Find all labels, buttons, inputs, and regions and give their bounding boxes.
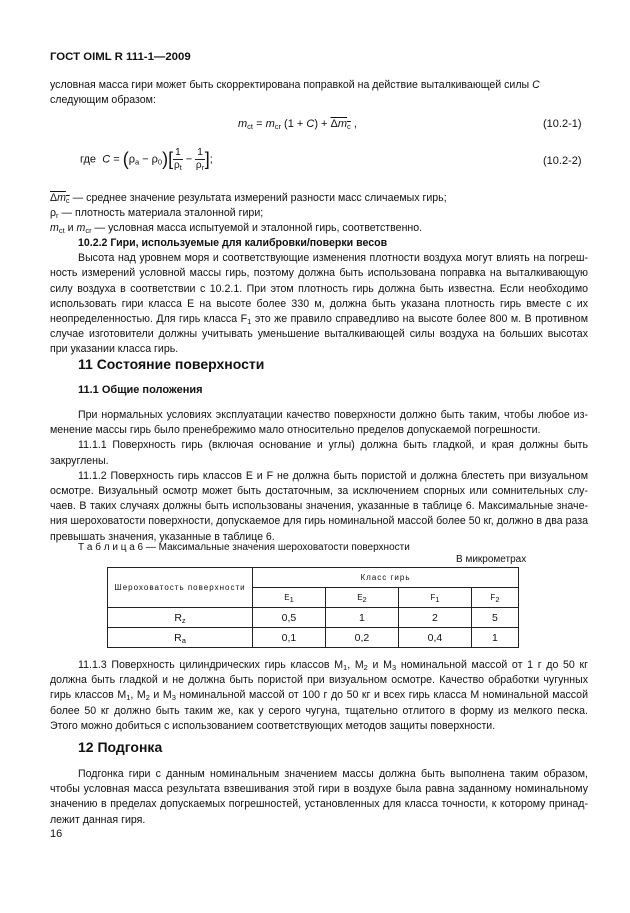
table-cell: 2: [398, 608, 471, 628]
table-cell: 1: [471, 628, 518, 648]
section-10-2-2-paragraph: Высота над уровнем моря и соответствующие изменения плотности воздуха могут влиять на погрешность измерений условной массы гирь, поэтому должна быть использована поправка на выталкивающую силу воздуха в соответствии с 10.2.1. При этом плотность гирь должна быть известна. Если необходимо использовать гири класса E на высоте более 330 м, должна быть указана плотность гирь вместе с их неопределенностью. Для гирь класса $F_1$ это же правило справедливо на высоте более 800 м. В противном случае изготовители должны учитывать уменьшение выталкивающей силы воздуха на больших высотах при указании класса гирь.: [50, 252, 588, 356]
class-cell: $E_1$: [253, 588, 326, 608]
section-12-heading: 12 Подгонка: [78, 739, 163, 755]
table-row: [108, 628, 519, 648]
section-11-1-heading: 11.1 Общие положения: [78, 384, 203, 396]
table-row: [108, 608, 519, 628]
paragraph-11-1-1: 11.1.1 Поверхность гирь (включая основание и углы) должна быть гладкой, и края должны быть закруглены.: [50, 439, 588, 467]
page-number: 16: [50, 828, 63, 840]
section-11-body: [50, 408, 588, 545]
class-cell: $F_1$: [398, 588, 471, 608]
section-10-2-2-heading: 10.2.2 Гири, используемые для калибровки/поверки весов: [78, 237, 388, 249]
class-cell: $F_2$: [471, 588, 518, 608]
table-cell: 0,1: [253, 628, 326, 648]
section-10-2-2: [50, 236, 588, 358]
equation-10-2-2: где $C = (\rho_a - \rho_0)$[ $\frac{1}{\rho_t}$ − $\frac{1}{\rho_r}$ ];: [80, 147, 213, 172]
table-header-class: Класс гирь: [253, 568, 519, 588]
table-header-roughness: Шероховатость поверхности: [108, 568, 253, 608]
definitions: [50, 191, 588, 237]
class-cell: $E_2$: [325, 588, 398, 608]
paragraph-12: Подгонка гири с данным номинальным значением массы должна быть выполнена таким образом, чтобы условная масса результата взвешивания этой гири в воздухе была равна заданному номинальному значению в пределах допускаемых погрешностей, установленных для класса точности, к которому принадлежит данная гиря.: [50, 768, 588, 826]
paragraph-11-1-3: 11.1.3 Поверхность цилиндрических гирь классов $M_1$, $M_2$ и $M_3$ номинальной массой от 1 г до 50 кг должна быть гладкой и не должна быть пористой при визуальном осмотре. Качество обработки чугунных гирь классов $M_1$, $M_2$ и $M_3$ номинальной массой от 100 г до 50 кг и всех гирь класса M номинальной массой более 50 кг должно быть таким же, как у серого чугуна, тщательно отлитого в форму из мелкого песка. Этого можно добиться с использованием соответствующих методов защиты поверхности.: [50, 659, 588, 732]
intro-paragraph: условная масса гири может быть скорректирована поправкой на действие выталкивающей силы C следующим образом:: [50, 79, 540, 107]
table-cell: 0,5: [253, 608, 326, 628]
table-6-caption: Т а б л и ц а 6 — Максимальные значения шероховатости поверхности: [78, 542, 410, 553]
document-header: ГОСТ OIML R 111-1—2009: [50, 51, 191, 63]
table-cell: 1: [325, 608, 398, 628]
section-11-heading: 11 Состояние поверхности: [78, 356, 265, 372]
row-label: $R_z$: [108, 608, 253, 628]
table-cell: 5: [471, 608, 518, 628]
paragraph-11-1-2: 11.1.2 Поверхность гирь классов E и F не должна быть пористой и должна блестеть при визуальном осмотре. Визуальный осмотр может быть достаточным, за исключением спорных или сомнительных случаев. В таких случаях должны быть использованы значения, указанные в таблице 6. Максимальные значения шероховатости поверхности, допускаемое для гирь номинальной массой более 50 кг, должно в два раза превышать значения, указанные в таблице 6.: [50, 469, 588, 543]
definition-rho-r: $\rho_r$ — плотность материала эталонной гири;: [50, 207, 264, 221]
equation-number-1: (10.2-1): [543, 118, 582, 130]
table-cell: 0,4: [398, 628, 471, 648]
table-6-units: В микрометрах: [456, 554, 527, 565]
equation-number-2: (10.2-2): [543, 155, 582, 167]
definition-mct-mcr: $m_{ct}$ и $m_{cr}$ — условная масса испытуемой и эталонной гирь, соответственно.: [50, 222, 423, 236]
equation-10-2-1: $m_{ct} = m_{cr}$ $(1 + C) + \Delta m_c$ ,: [238, 118, 357, 131]
table-6: [107, 567, 519, 648]
paragraph-11-1: При нормальных условиях эксплуатации качество поверхности должно быть таким, чтобы любое изменение массы гирь было пренебрежимо мало относительно пределов допускаемой погрешности.: [50, 409, 588, 437]
row-label: $R_a$: [108, 628, 253, 648]
definition-delta-mc: $\Delta m_c$ — среднее значение результата измерений разности масс сличаемых гирь;: [50, 192, 447, 205]
table-cell: 0,2: [325, 628, 398, 648]
